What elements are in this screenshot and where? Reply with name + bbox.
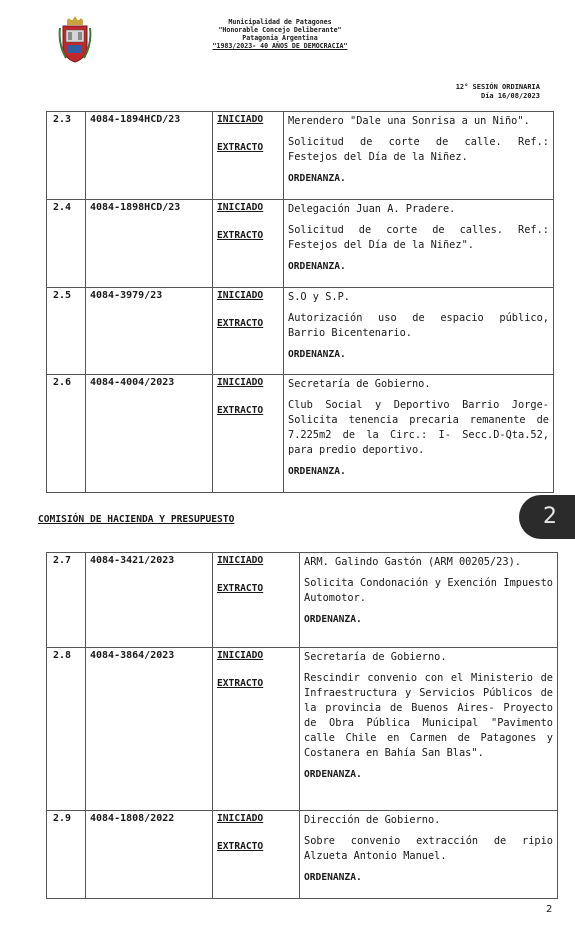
page-number: 2 xyxy=(546,904,553,915)
tipo-text: ORDENANZA. xyxy=(288,466,346,477)
iniciado-text: Dirección de Gobierno. xyxy=(304,814,441,826)
table-row xyxy=(47,112,554,200)
extracto-label: EXTRACTO xyxy=(217,405,264,416)
session-info xyxy=(440,83,540,101)
session-title: 12° SESIÓN ORDINARIA xyxy=(455,83,540,91)
item-number: 2.3 xyxy=(47,112,86,200)
extracto-label: EXTRACTO xyxy=(217,142,264,153)
iniciado-text: S.O y S.P. xyxy=(288,291,350,303)
row-labels xyxy=(213,112,284,200)
municipal-crest-logo xyxy=(58,14,92,64)
header-line-3: Patagonia Argentina xyxy=(242,34,318,42)
iniciado-text: Secretaría de Gobierno. xyxy=(304,651,447,663)
expediente-number: 4084-1894HCD/23 xyxy=(86,112,213,200)
row-content xyxy=(284,112,554,200)
iniciado-label: INICIADO xyxy=(217,555,264,566)
row-content xyxy=(284,375,554,493)
iniciado-label: INICIADO xyxy=(217,377,264,388)
extracto-text: Solicita Condonación y Exención Impuesto Automotor. xyxy=(304,577,553,604)
expediente-number: 4084-3979/23 xyxy=(86,288,213,375)
expediente-number: 4084-3421/2023 xyxy=(86,553,213,648)
extracto-text: Solicitud de corte de calle. Ref.: Festejos del Día de la Niñez. xyxy=(288,136,549,163)
row-labels xyxy=(213,811,300,899)
row-labels xyxy=(213,648,300,811)
iniciado-label: INICIADO xyxy=(217,813,264,824)
row-labels xyxy=(213,553,300,648)
page-badge[interactable]: 2 xyxy=(519,495,575,539)
header-line-4: "1983/2023- 40 AÑOS DE DEMOCRACIA" xyxy=(212,42,348,50)
section-title: COMISIÓN DE HACIENDA Y PRESUPUESTO xyxy=(38,514,235,525)
iniciado-text: Delegación Juan A. Pradere. xyxy=(288,203,456,215)
header-line-1: Municipalidad de Patagones xyxy=(228,18,332,26)
table-row xyxy=(47,648,558,811)
table-row xyxy=(47,553,558,648)
extracto-text: Solicitud de corte de calles. Ref.: Festejos del Día de la Niñez". xyxy=(288,224,549,251)
item-number: 2.9 xyxy=(47,811,86,899)
expediente-number: 4084-3864/2023 xyxy=(86,648,213,811)
iniciado-text: Merendero "Dale una Sonrisa a un Niño". xyxy=(288,115,530,127)
item-number: 2.7 xyxy=(47,553,86,648)
extracto-text: Autorización uso de espacio público, Barrio Bicentenario. xyxy=(288,312,549,339)
tipo-text: ORDENANZA. xyxy=(304,769,362,780)
tipo-text: ORDENANZA. xyxy=(288,349,346,360)
extracto-label: EXTRACTO xyxy=(217,841,264,852)
extracto-text: Club Social y Deportivo Barrio Jorge- Solicita tenencia precaria remanente de 7.225m2 de la Circ.: I- Secc.D-Qta.52, para predio deportivo. xyxy=(288,399,549,456)
expediente-number: 4084-1808/2022 xyxy=(86,811,213,899)
iniciado-label: INICIADO xyxy=(217,202,264,213)
expediente-number: 4084-1898HCD/23 xyxy=(86,200,213,288)
row-content xyxy=(300,811,558,899)
expediente-number: 4084-4004/2023 xyxy=(86,375,213,493)
row-content xyxy=(284,288,554,375)
extracto-text: Sobre convenio extracción de ripio Alzueta Antonio Manuel. xyxy=(304,835,553,862)
extracto-text: Rescindir convenio con el Ministerio de Infraestructura y Servicios Públicos de la provincia de Buenos Aires- Proyecto de Obra Pública Municipal "Pavimento calle Chile en Carmen de Patagones y Costanera en Bahía San Blas". xyxy=(304,672,553,759)
item-number: 2.6 xyxy=(47,375,86,493)
item-number: 2.8 xyxy=(47,648,86,811)
row-labels xyxy=(213,375,284,493)
extracto-label: EXTRACTO xyxy=(217,678,264,689)
iniciado-text: ARM. Galindo Gastón (ARM 00205/23). xyxy=(304,556,521,568)
tipo-text: ORDENANZA. xyxy=(288,261,346,272)
expedientes-table-1 xyxy=(46,111,554,493)
extracto-label: EXTRACTO xyxy=(217,318,264,329)
iniciado-text: Secretaría de Gobierno. xyxy=(288,378,431,390)
row-labels xyxy=(213,288,284,375)
iniciado-label: INICIADO xyxy=(217,114,264,125)
row-content xyxy=(300,553,558,648)
row-content xyxy=(300,648,558,811)
iniciado-label: INICIADO xyxy=(217,290,264,301)
iniciado-label: INICIADO xyxy=(217,650,264,661)
expedientes-table-2 xyxy=(46,552,558,899)
header-line-2: "Honorable Concejo Deliberante" xyxy=(218,26,342,34)
row-labels xyxy=(213,200,284,288)
tipo-text: ORDENANZA. xyxy=(304,614,362,625)
row-content xyxy=(284,200,554,288)
session-date: Día 16/08/2023 xyxy=(480,92,540,100)
extracto-label: EXTRACTO xyxy=(217,583,264,594)
table-row xyxy=(47,288,554,375)
table-row xyxy=(47,811,558,899)
tipo-text: ORDENANZA. xyxy=(304,872,362,883)
item-number: 2.4 xyxy=(47,200,86,288)
table-row xyxy=(47,375,554,493)
table-row xyxy=(47,200,554,288)
extracto-label: EXTRACTO xyxy=(217,230,264,241)
tipo-text: ORDENANZA. xyxy=(288,173,346,184)
document-header xyxy=(200,18,360,50)
item-number: 2.5 xyxy=(47,288,86,375)
